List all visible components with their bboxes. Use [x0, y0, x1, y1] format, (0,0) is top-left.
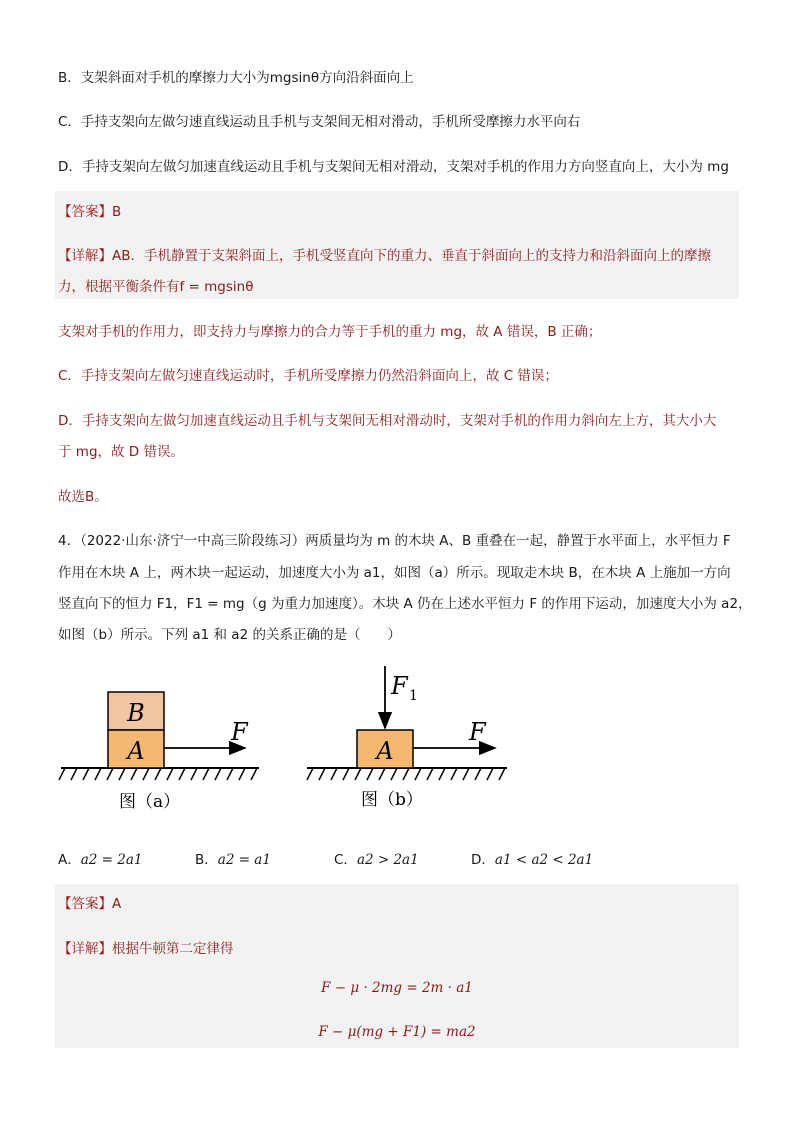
answer-1 [58, 200, 121, 220]
question-4-line-3: 竖直向下的恒力 F1，F1 = mg（g 为重力加速度）。木块 A 仍在上述水平恒力 F 的作用下运动，加速度大小为 a2， [58, 596, 752, 612]
label-f-fig-a: F [231, 718, 248, 746]
detail-text: 根据牛顿第二定律得 [112, 941, 234, 957]
figure-a [59, 692, 259, 812]
physics-figure [55, 660, 525, 820]
option-c-previous: C．手持支架向左做匀速直线运动且手机与支架间无相对滑动，手机所受摩擦力水平向右 [58, 114, 581, 130]
question-4-line-1: 4．（2022·山东·济宁一中高三阶段练习）两质量均为 m 的木块 A、B 重叠在一起，静置于水平面上，水平恒力 F [58, 533, 731, 549]
equation-2: F − μ(mg + F1) = ma2 [318, 1024, 476, 1040]
option-d[interactable] [471, 848, 593, 868]
option-c-label: C． [334, 852, 357, 868]
detail-text: AB．手机静置于支架斜面上，手机受竖直向下的重力、垂直于斜面向上的支持力和沿斜面向上的摩擦 [112, 248, 711, 264]
explanation-d-line-1: D．手持支架向左做匀加速直线运动且手机与支架间无相对滑动时，支架对手机的作用力斜向左上方，其大小大 [58, 413, 717, 429]
question-4-line-4: 如图（b）所示。下列 a1 和 a2 的关系正确的是（ ） [58, 627, 401, 643]
label-a-fig-b: A [376, 737, 394, 765]
option-a-text: a2 = 2a1 [80, 852, 143, 868]
option-c[interactable] [334, 848, 419, 868]
option-d-label: D． [471, 852, 495, 868]
label-f1-subscript: 1 [409, 688, 418, 704]
explanation-c: C．手持支架向左做匀速直线运动时，手机所受摩擦力仍然沿斜面向上，故 C 错误； [58, 368, 558, 384]
detail-1-line-2: 力，根据平衡条件有f = mgsinθ [58, 279, 254, 295]
option-b-label: B． [195, 852, 218, 868]
label-f-fig-b: F [469, 718, 486, 746]
caption-a: 图（a） [119, 792, 181, 812]
detail-tag: 【详解】 [58, 941, 112, 957]
equation-1: F − μ · 2mg = 2m · a1 [321, 980, 473, 996]
detail-tag: 【详解】 [58, 248, 112, 264]
explanation-d-line-2: 于 mg，故 D 错误。 [58, 444, 184, 460]
option-b[interactable] [195, 848, 271, 868]
question-4-line-2: 作用在木块 A 上，两木块一起运动，加速度大小为 a1，如图（a）所示。现取走木块 B，在木块 A 上施加一方向 [58, 565, 731, 581]
option-b-text: a2 = a1 [217, 852, 271, 868]
answer-tag: 【答案】 [58, 204, 112, 220]
option-c-text: a2 > 2a1 [356, 852, 419, 868]
answer-value: A [112, 896, 122, 912]
answer-value: B [112, 204, 122, 220]
option-d-text: a1 < a2 < 2a1 [494, 852, 594, 868]
ground-hatch-a [59, 768, 257, 780]
detail-2 [58, 937, 234, 957]
option-a[interactable] [58, 848, 143, 868]
label-a-fig-a: A [127, 737, 145, 765]
explanation-1: 支架对手机的作用力，即支持力与摩擦力的合力等于手机的重力 mg，故 A 错误，B 正确； [58, 324, 602, 340]
answer-2 [58, 892, 121, 912]
option-d-previous: D．手持支架向左做匀加速直线运动且手机与支架间无相对滑动，支架对手机的作用力方向竖直向上，大小为 mg [58, 159, 729, 175]
caption-b: 图（b） [361, 790, 423, 810]
figure-b [307, 666, 507, 810]
option-a-label: A． [58, 852, 81, 868]
option-b-previous: B．支架斜面对手机的摩擦力大小为mgsinθ方向沿斜面向上 [58, 70, 414, 86]
ground-hatch-b [307, 768, 505, 780]
label-b: B [127, 699, 145, 727]
label-f1: F [391, 672, 408, 700]
answer-tag: 【答案】 [58, 896, 112, 912]
detail-1-line-1 [58, 244, 711, 264]
conclusion: 故选B。 [58, 489, 108, 505]
